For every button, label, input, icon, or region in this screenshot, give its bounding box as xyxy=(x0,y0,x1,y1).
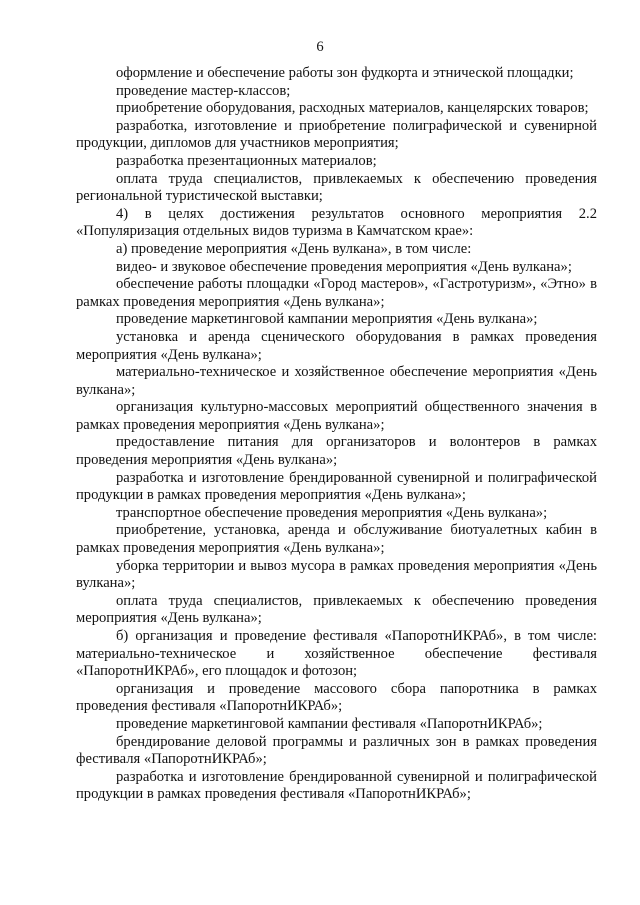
paragraph: разработка и изготовление брендированной сувенирной и полиграфической продукции в рамках проведения фестиваля «ПапоротнИКРАб»; xyxy=(76,768,597,803)
paragraph: оформление и обеспечение работы зон фудкорта и этнической площадки; xyxy=(116,65,574,81)
paragraph: проведение мастер-классов; xyxy=(116,82,291,99)
paragraph: видео- и звуковое обеспечение проведения мероприятия «День вулкана»; xyxy=(116,258,572,275)
paragraph: проведение маркетинговой кампании мероприятия «День вулкана»; xyxy=(116,311,538,328)
paragraph: транспортное обеспечение проведения мероприятия «День вулкана»; xyxy=(116,504,548,521)
paragraph: предоставление питания для организаторов и волонтеров в рамках проведения мероприятия «День вулкана»; xyxy=(76,434,597,469)
paragraph: оплата труда специалистов, привлекаемых к обеспечению проведения региональной туристической выставки; xyxy=(76,170,597,205)
paragraph: 4) в целях достижения результатов основного мероприятия 2.2 «Популяризация отдельных видов туризма в Камчатском крае»: xyxy=(76,205,597,240)
paragraph: организация культурно-массовых мероприятий общественного значения в рамках проведения мероприятия «День вулкана»; xyxy=(76,399,597,433)
paragraph: б) организация и проведение фестиваля «ПапоротнИКРАб», в том числе: материально-техническое и хозяйственное обеспечение фестиваля «ПапоротнИКРАб», его площадок и фотозон; xyxy=(76,628,597,680)
paragraph: разработка презентационных материалов; xyxy=(116,152,377,169)
paragraph: оплата труда специалистов, привлекаемых к обеспечению проведения мероприятия «День вулкана»; xyxy=(76,592,597,627)
paragraph: уборка территории и вывоз мусора в рамках проведения мероприятия «День вулкана»; xyxy=(76,557,597,592)
paragraph: брендирование деловой программы и различных зон в рамках проведения фестиваля «ПапоротнИКРАб»; xyxy=(76,733,597,768)
paragraph: приобретение, установка, аренда и обслуживание биотуалетных кабин в рамках проведения мероприятия «День вулкана»; xyxy=(76,522,597,557)
paragraph: приобретение оборудования, расходных материалов, канцелярских товаров; xyxy=(116,100,589,117)
paragraph: организация и проведение массового сбора папоротника в рамках проведения фестиваля «ПапоротнИКРАб»; xyxy=(76,680,597,715)
paragraph: установка и аренда сценического оборудования в рамках проведения мероприятия «День вулкана»; xyxy=(76,328,597,363)
page-number: 6 xyxy=(316,39,324,55)
paragraph: материально-техническое и хозяйственное обеспечение мероприятия «День вулкана»; xyxy=(76,364,597,398)
paragraph: разработка и изготовление брендированной сувенирной и полиграфической продукции в рамках проведения мероприятия «День вулкана»; xyxy=(76,469,597,504)
paragraph: разработка, изготовление и приобретение полиграфической и сувенирной продукции, дипломов для участников мероприятия; xyxy=(76,117,597,152)
paragraph: а) проведение мероприятия «День вулкана», в том числе: xyxy=(116,240,472,257)
paragraph: проведение маркетинговой кампании фестиваля «ПапоротнИКРАб»; xyxy=(116,715,543,732)
paragraph: обеспечение работы площадки «Город мастеров», «Гастротуризм», «Этно» в рамках проведения мероприятия «День вулкана»; xyxy=(76,276,597,310)
document-body xyxy=(76,65,597,804)
